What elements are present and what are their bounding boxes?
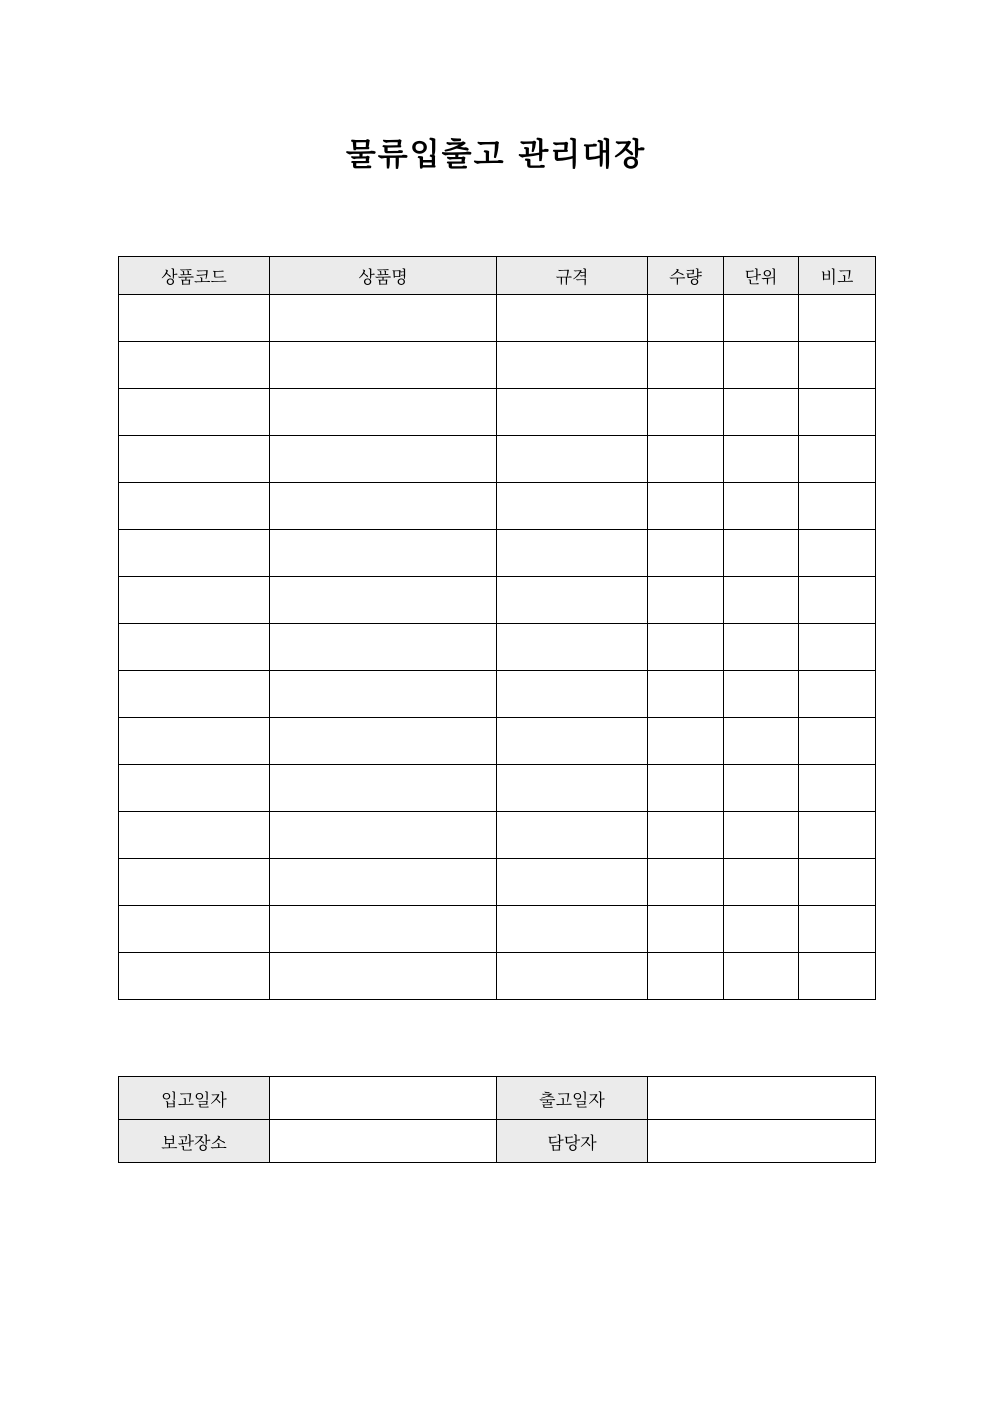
unit-cell[interactable] bbox=[724, 765, 799, 812]
product-code-cell[interactable] bbox=[119, 953, 270, 1000]
remarks-cell[interactable] bbox=[799, 718, 876, 765]
quantity-cell[interactable] bbox=[648, 718, 724, 765]
unit-cell[interactable] bbox=[724, 718, 799, 765]
specification-cell[interactable] bbox=[497, 718, 648, 765]
header-quantity: 수량 bbox=[648, 257, 724, 295]
specification-cell[interactable] bbox=[497, 295, 648, 342]
quantity-cell[interactable] bbox=[648, 671, 724, 718]
outbound-date-field[interactable] bbox=[648, 1077, 876, 1120]
table-row bbox=[119, 577, 876, 624]
product-code-cell[interactable] bbox=[119, 624, 270, 671]
remarks-cell[interactable] bbox=[799, 812, 876, 859]
manager-field[interactable] bbox=[648, 1120, 876, 1163]
unit-cell[interactable] bbox=[724, 436, 799, 483]
outbound-date-label: 출고일자 bbox=[497, 1077, 648, 1120]
table-row bbox=[119, 295, 876, 342]
remarks-cell[interactable] bbox=[799, 765, 876, 812]
quantity-cell[interactable] bbox=[648, 953, 724, 1000]
specification-cell[interactable] bbox=[497, 812, 648, 859]
inbound-date-label: 입고일자 bbox=[119, 1077, 270, 1120]
header-remarks: 비고 bbox=[799, 257, 876, 295]
info-row-dates bbox=[119, 1077, 876, 1120]
remarks-cell[interactable] bbox=[799, 859, 876, 906]
product-code-cell[interactable] bbox=[119, 577, 270, 624]
table-row bbox=[119, 953, 876, 1000]
product-name-cell[interactable] bbox=[270, 906, 497, 953]
quantity-cell[interactable] bbox=[648, 577, 724, 624]
info-row-storage bbox=[119, 1120, 876, 1163]
table-row bbox=[119, 342, 876, 389]
product-name-cell[interactable] bbox=[270, 671, 497, 718]
product-code-cell[interactable] bbox=[119, 859, 270, 906]
quantity-cell[interactable] bbox=[648, 624, 724, 671]
table-body bbox=[119, 295, 876, 1000]
product-name-cell[interactable] bbox=[270, 577, 497, 624]
unit-cell[interactable] bbox=[724, 389, 799, 436]
table-row bbox=[119, 906, 876, 953]
product-name-cell[interactable] bbox=[270, 812, 497, 859]
remarks-cell[interactable] bbox=[799, 436, 876, 483]
quantity-cell[interactable] bbox=[648, 765, 724, 812]
storage-location-label: 보관장소 bbox=[119, 1120, 270, 1163]
unit-cell[interactable] bbox=[724, 530, 799, 577]
product-name-cell[interactable] bbox=[270, 436, 497, 483]
header-product-name: 상품명 bbox=[270, 257, 497, 295]
product-code-cell[interactable] bbox=[119, 906, 270, 953]
quantity-cell[interactable] bbox=[648, 530, 724, 577]
quantity-cell[interactable] bbox=[648, 906, 724, 953]
product-code-cell[interactable] bbox=[119, 765, 270, 812]
quantity-cell[interactable] bbox=[648, 295, 724, 342]
product-code-cell[interactable] bbox=[119, 530, 270, 577]
table-row bbox=[119, 718, 876, 765]
product-code-cell[interactable] bbox=[119, 295, 270, 342]
remarks-cell[interactable] bbox=[799, 953, 876, 1000]
product-name-cell[interactable] bbox=[270, 295, 497, 342]
table-row bbox=[119, 530, 876, 577]
unit-cell[interactable] bbox=[724, 812, 799, 859]
product-name-cell[interactable] bbox=[270, 718, 497, 765]
remarks-cell[interactable] bbox=[799, 671, 876, 718]
specification-cell[interactable] bbox=[497, 436, 648, 483]
unit-cell[interactable] bbox=[724, 953, 799, 1000]
table-row bbox=[119, 624, 876, 671]
unit-cell[interactable] bbox=[724, 624, 799, 671]
unit-cell[interactable] bbox=[724, 859, 799, 906]
product-name-cell[interactable] bbox=[270, 389, 497, 436]
unit-cell[interactable] bbox=[724, 483, 799, 530]
header-product-code: 상품코드 bbox=[119, 257, 270, 295]
product-name-cell[interactable] bbox=[270, 624, 497, 671]
remarks-cell[interactable] bbox=[799, 483, 876, 530]
info-table bbox=[118, 1076, 876, 1163]
specification-cell[interactable] bbox=[497, 577, 648, 624]
specification-cell[interactable] bbox=[497, 765, 648, 812]
unit-cell[interactable] bbox=[724, 295, 799, 342]
header-unit: 단위 bbox=[724, 257, 799, 295]
manager-label: 담당자 bbox=[497, 1120, 648, 1163]
product-name-cell[interactable] bbox=[270, 483, 497, 530]
product-name-cell[interactable] bbox=[270, 953, 497, 1000]
product-name-cell[interactable] bbox=[270, 765, 497, 812]
specification-cell[interactable] bbox=[497, 906, 648, 953]
table-row bbox=[119, 671, 876, 718]
remarks-cell[interactable] bbox=[799, 530, 876, 577]
storage-location-field[interactable] bbox=[270, 1120, 497, 1163]
quantity-cell[interactable] bbox=[648, 389, 724, 436]
table-header-row bbox=[119, 257, 876, 295]
quantity-cell[interactable] bbox=[648, 342, 724, 389]
product-code-cell[interactable] bbox=[119, 671, 270, 718]
remarks-cell[interactable] bbox=[799, 624, 876, 671]
specification-cell[interactable] bbox=[497, 483, 648, 530]
product-code-cell[interactable] bbox=[119, 718, 270, 765]
table-row bbox=[119, 765, 876, 812]
inventory-table bbox=[118, 256, 876, 1000]
specification-cell[interactable] bbox=[497, 389, 648, 436]
product-name-cell[interactable] bbox=[270, 530, 497, 577]
specification-cell[interactable] bbox=[497, 342, 648, 389]
remarks-cell[interactable] bbox=[799, 389, 876, 436]
quantity-cell[interactable] bbox=[648, 436, 724, 483]
table-row bbox=[119, 436, 876, 483]
table-row bbox=[119, 483, 876, 530]
table-row bbox=[119, 389, 876, 436]
remarks-cell[interactable] bbox=[799, 906, 876, 953]
product-code-cell[interactable] bbox=[119, 342, 270, 389]
quantity-cell[interactable] bbox=[648, 812, 724, 859]
remarks-cell[interactable] bbox=[799, 577, 876, 624]
table-row bbox=[119, 812, 876, 859]
table-row bbox=[119, 859, 876, 906]
product-code-cell[interactable] bbox=[119, 483, 270, 530]
product-name-cell[interactable] bbox=[270, 859, 497, 906]
unit-cell[interactable] bbox=[724, 906, 799, 953]
specification-cell[interactable] bbox=[497, 953, 648, 1000]
specification-cell[interactable] bbox=[497, 624, 648, 671]
product-code-cell[interactable] bbox=[119, 436, 270, 483]
remarks-cell[interactable] bbox=[799, 342, 876, 389]
unit-cell[interactable] bbox=[724, 342, 799, 389]
document-title: 물류입출고 관리대장 bbox=[345, 137, 647, 173]
specification-cell[interactable] bbox=[497, 859, 648, 906]
quantity-cell[interactable] bbox=[648, 859, 724, 906]
remarks-cell[interactable] bbox=[799, 295, 876, 342]
quantity-cell[interactable] bbox=[648, 483, 724, 530]
product-code-cell[interactable] bbox=[119, 389, 270, 436]
specification-cell[interactable] bbox=[497, 530, 648, 577]
header-specification: 규격 bbox=[497, 257, 648, 295]
unit-cell[interactable] bbox=[724, 577, 799, 624]
specification-cell[interactable] bbox=[497, 671, 648, 718]
inbound-date-field[interactable] bbox=[270, 1077, 497, 1120]
product-name-cell[interactable] bbox=[270, 342, 497, 389]
unit-cell[interactable] bbox=[724, 671, 799, 718]
product-code-cell[interactable] bbox=[119, 812, 270, 859]
